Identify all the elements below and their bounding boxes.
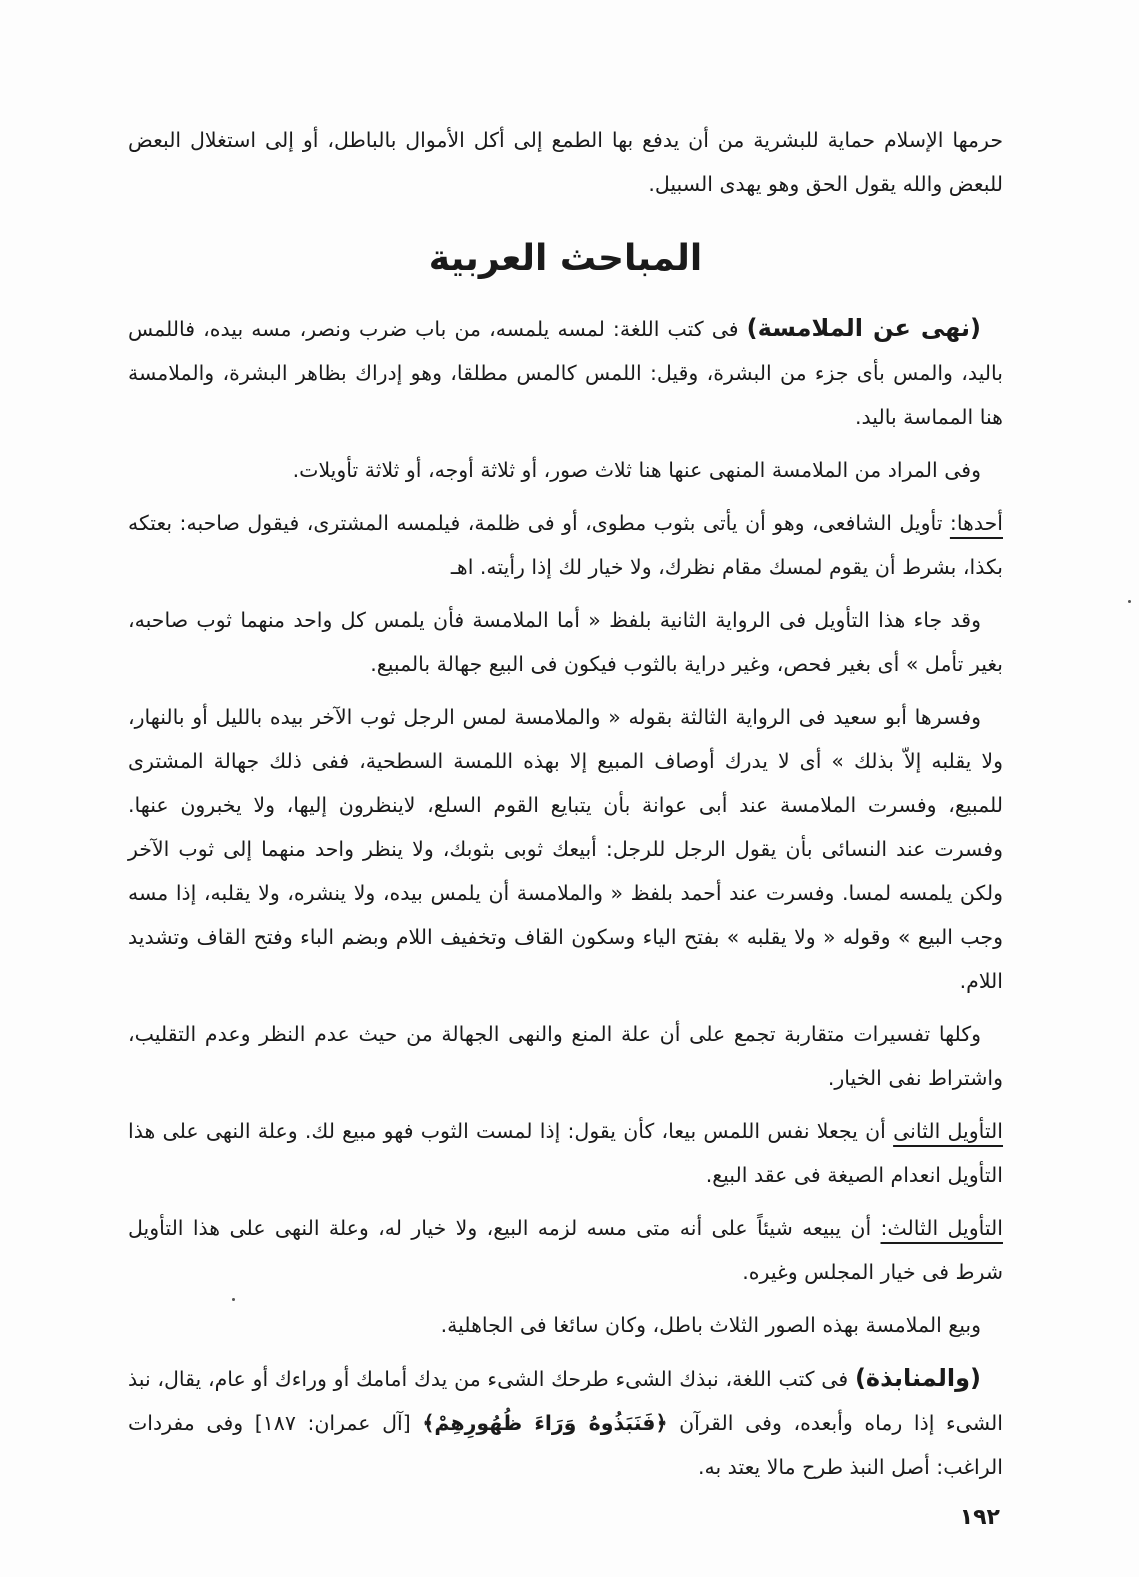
meaning-paragraph: وفى المراد من الملامسة المنهى عنها هنا ثلاث صور، أو ثلاثة أوجه، أو ثلاثة تأويلات. — [292, 458, 981, 482]
third-interpretation-label: التأويل الثالث: — [880, 1216, 1003, 1240]
mulamasa-paragraph — [128, 306, 1003, 439]
page-number: ١٩٢ — [959, 1505, 1000, 1530]
section-heading: المباحث العربية — [428, 238, 703, 279]
third-interpretation-text: أن يبيعه شيئاً على أنه متى مسه لزمه البيع، ولا خيار له، وعلة النهى على هذا التأويل شرط فى خيار المجلس وغيره. — [128, 1216, 1003, 1284]
page-body — [128, 118, 1003, 1498]
first-interpretation-paragraph — [128, 501, 1003, 589]
third-interpretation-paragraph — [128, 1206, 1003, 1294]
intro-paragraph: حرمها الإسلام حماية للبشرية من أن يدفع بها الطمع إلى أكل الأموال بالباطل، أو إلى استغلال البعض للبعض والله يقول الحق وهو يهدى السبيل. — [128, 128, 1003, 196]
first-interpretation-text: تأويل الشافعى، وهو أن يأتى بثوب مطوى، أو فى ظلمة، فيلمسه المشترى، فيقول صاحبه: بعتكه بكذا، بشرط أن يقوم لمسك مقام نظرك، ولا خيار لك إذا رأيته. اهـ — [128, 511, 1003, 579]
third-narration-paragraph: وفسرها أبو سعيد فى الرواية الثالثة بقوله « والملامسة لمس الرجل ثوب الآخر بيده بالليل أو بالنهار، ولا يقلبه إلاّ بذلك » أى لا يدرك أوصاف المبيع إلا بهذه اللمسة السطحية، ففى ذلك جهالة المشترى للمبيع، وفسرت الملامسة عند أبى عوانة بأن يتبايع القوم السلع، لاينظرون إليها، ولا يخبرون عنها. وفسرت عند النسائى بأن يقول الرجل للرجل: أبيعك ثوبى بثوبك، ولا ينظر واحد منهما إلى ثوب الآخر ولكن يلمسه لمسا. وفسرت عند أحمد بلفظ « والملامسة أن يلمس بيده، ولا ينشره، ولا يقلبه، إذا مسه وجب البيع » وقوله « ولا يقلبه » بفتح الياء وسكون القاف وتخفيف اللام وبضم الباء وفتح القاف وتشديد اللام. — [128, 705, 1003, 993]
munabadha-text-before: فى كتب اللغة، نبذك الشىء طرحك الشىء من يدك أمامك أو وراءك أو عام، يقال، نبذ الشىء إذا رماه وأبعده، وفى القرآن — [128, 1367, 1003, 1435]
scan-speck — [1128, 600, 1131, 603]
scan-speck — [232, 1298, 235, 1301]
quran-verse: ﴿فَنَبَذُوهُ وَرَاءَ ظُهُورِهِمْ﴾ — [422, 1411, 668, 1435]
mulamasa-text: فى كتب اللغة: لمسه يلمسه، من باب ضرب ونصر، مسه بيده، فاللمس باليد، والمس بأى جزء من البشرة، وقيل: اللمس كالمس مطلقا، وهو إدراك بظاهر البشرة، والملامسة هنا المماسة باليد. — [128, 317, 1003, 429]
second-interpretation-text: أن يجعلا نفس اللمس بيعا، كأن يقول: إذا لمست الثوب فهو مبيع لك. وعلة النهى على هذا التأويل انعدام الصيغة فى عقد البيع. — [128, 1119, 1003, 1187]
munabadha-text-after: وفى مفردات الراغب: أصل النبذ طرح مالا يعتد به. — [128, 1411, 1003, 1479]
all-interpretations-paragraph: وكلها تفسيرات متقاربة تجمع على أن علة المنع والنهى الجهالة من حيث عدم النظر وعدم التقليب، واشتراط نفى الخيار. — [128, 1022, 1003, 1090]
second-interpretation-paragraph — [128, 1109, 1003, 1197]
mulamasa-term: (نهى عن الملامسة) — [746, 314, 981, 342]
second-narration-paragraph: وقد جاء هذا التأويل فى الرواية الثانية بلفظ « أما الملامسة فأن يلمس كل واحد منهما ثوب صاحبه، بغير تأمل » أى بغير فحص، وغير دراية بالثوب فيكون فى البيع جهالة بالمبيع. — [128, 608, 1003, 676]
second-interpretation-label: التأويل الثانى — [893, 1119, 1004, 1143]
quran-citation: [آل عمران: ١٨٧] — [254, 1411, 423, 1435]
first-interpretation-label: أحدها: — [949, 511, 1003, 535]
munabadha-term: (والمنابذة) — [854, 1364, 981, 1392]
verdict-paragraph: وبيع الملامسة بهذه الصور الثلاث باطل، وكان سائغا فى الجاهلية. — [440, 1313, 981, 1337]
munabadha-paragraph — [128, 1356, 1003, 1489]
